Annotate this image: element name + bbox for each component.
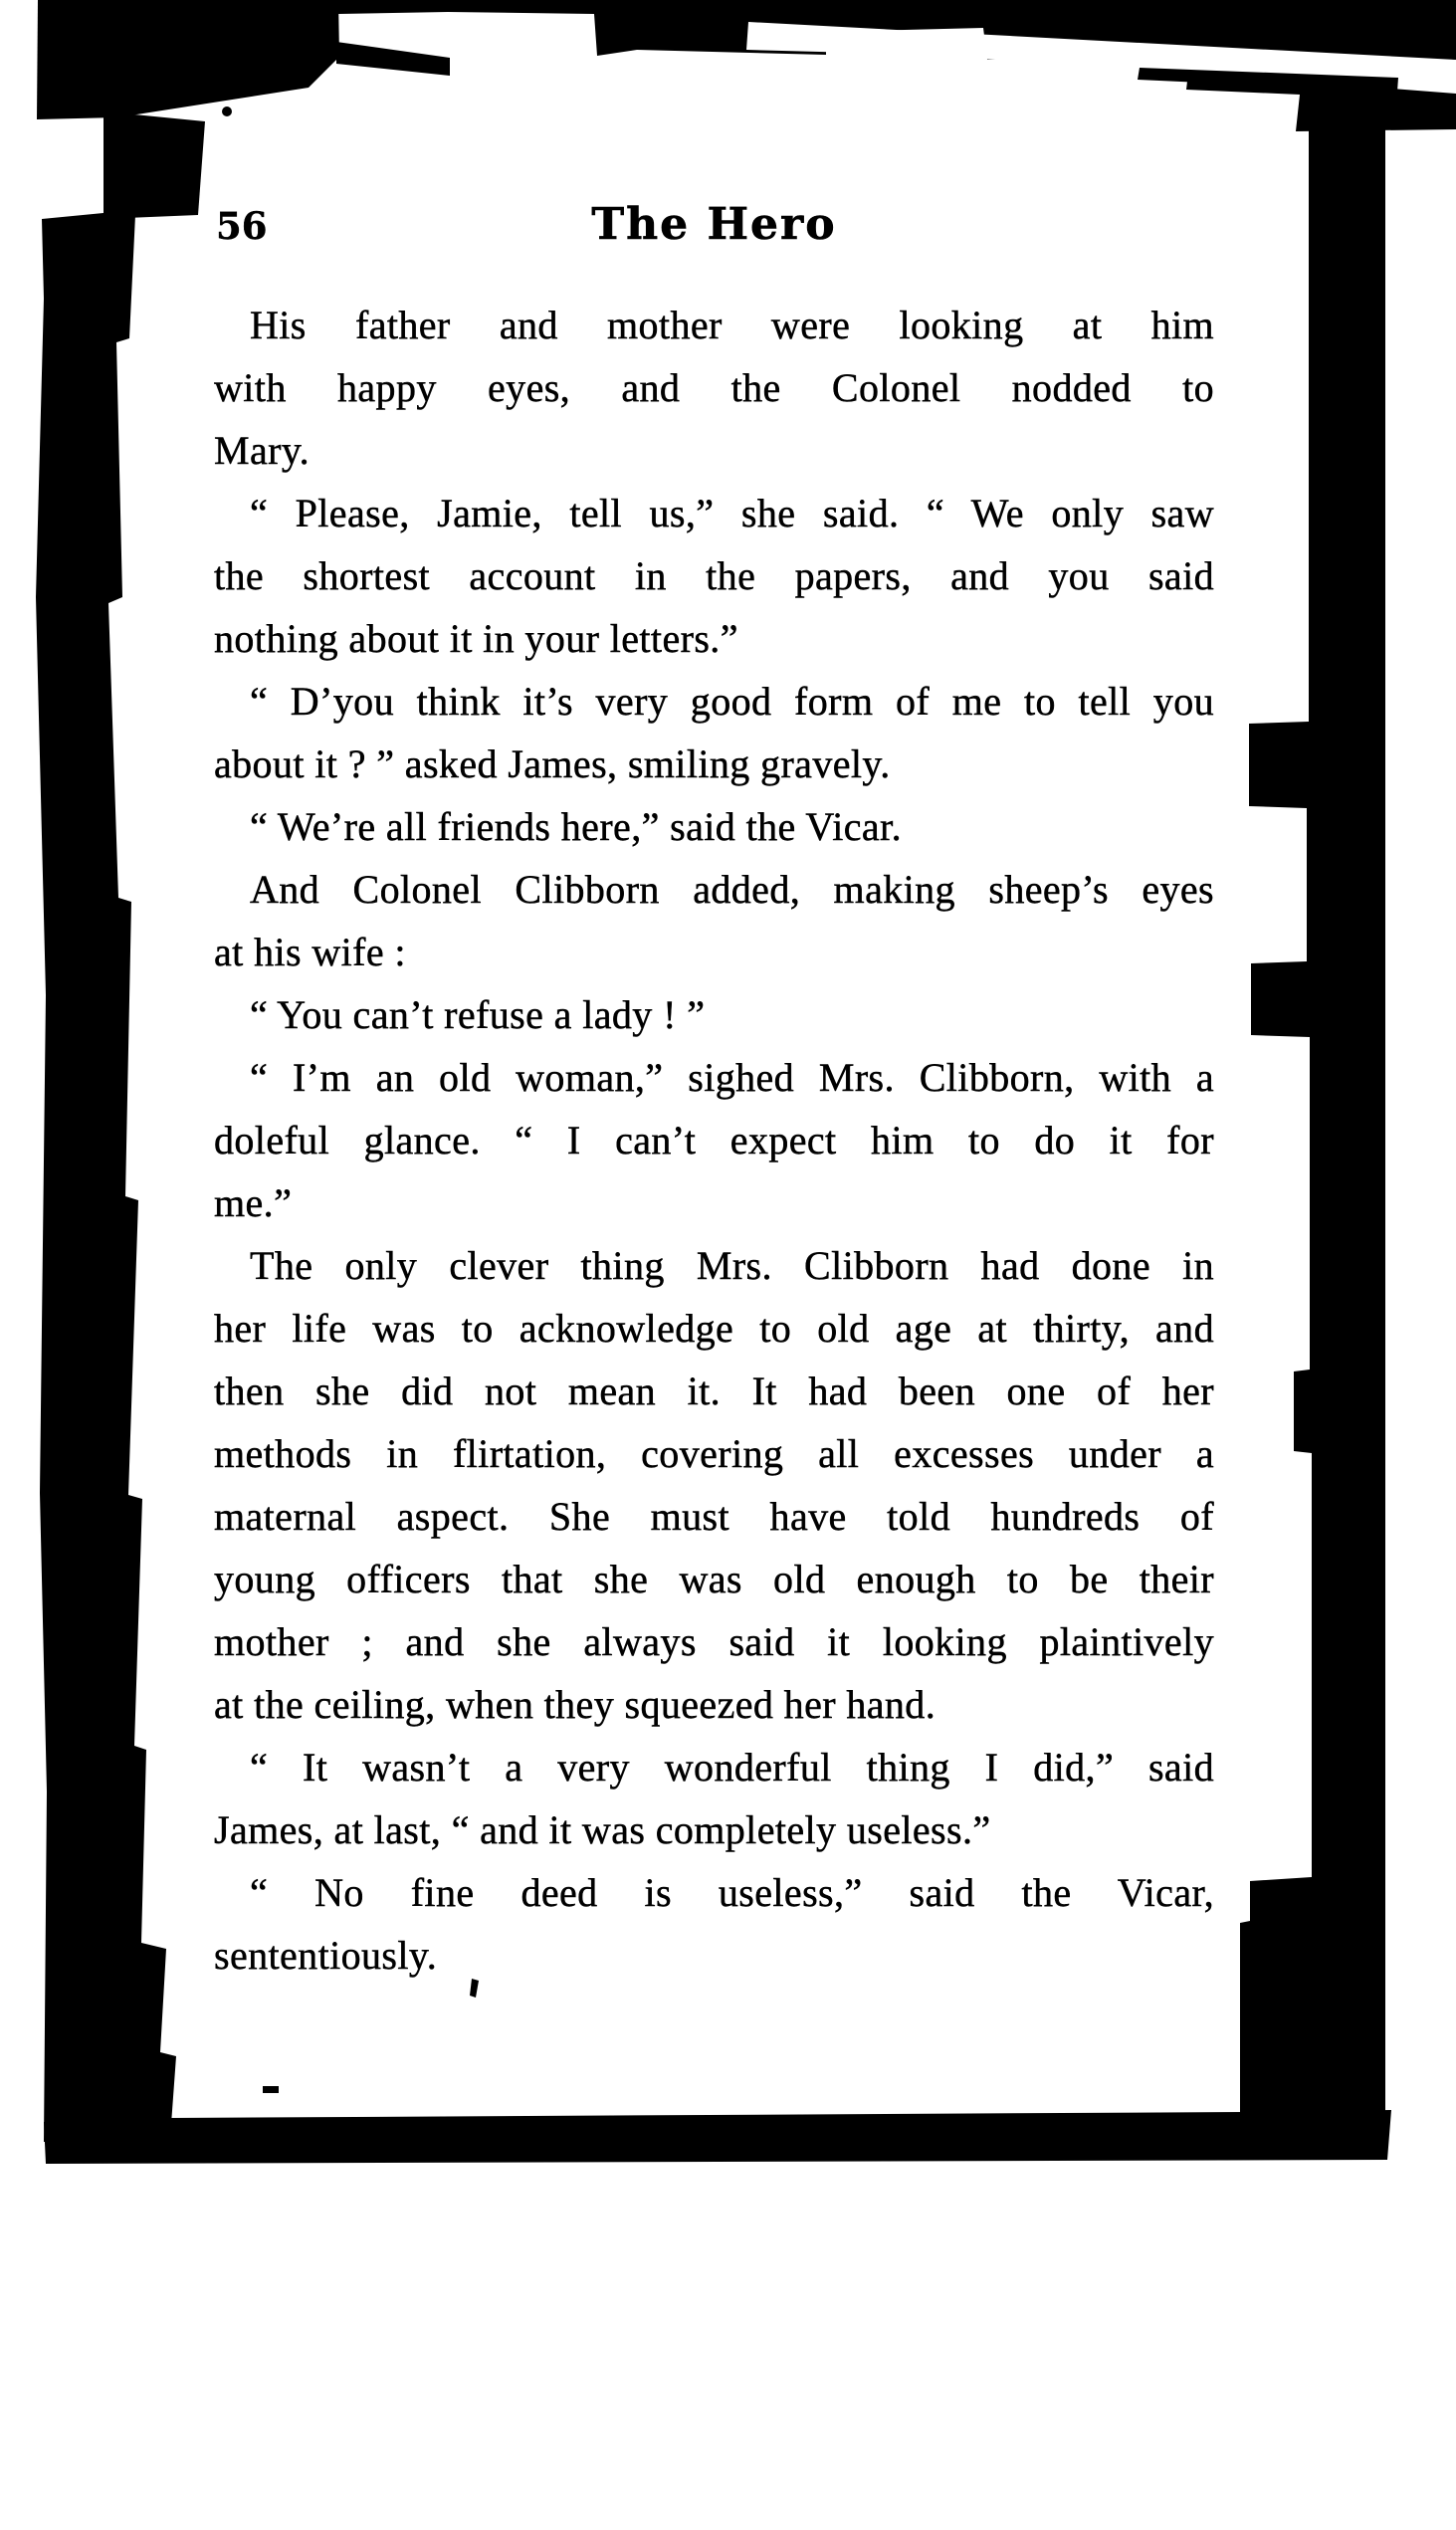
text-line: “ I’m an old woman,” sighed Mrs. Clibborn, with a [250, 1055, 1214, 1100]
text-line: “ It wasn’t a very wonderful thing I did,” said [250, 1745, 1214, 1790]
text-line: “ D’you think it’s very good form of me to tell you [250, 679, 1214, 724]
text-line: “ No fine deed is useless,” said the Vicar, [250, 1870, 1214, 1915]
text-line: “ Please, Jamie, tell us,” she said. “ We only saw [250, 491, 1214, 535]
text-line: young officers that she was old enough to be their [214, 1557, 1214, 1601]
scan-white-swath [746, 22, 1456, 94]
scan-border-right-column [1240, 127, 1385, 2116]
text-line: sententiously. [214, 1933, 438, 1978]
scan-border-top-left [37, 0, 339, 119]
text-line: then she did not mean it. It had been one of her [214, 1369, 1214, 1413]
text-line: Mary. [214, 428, 311, 473]
text-line: with happy eyes, and the Colonel nodded to [214, 365, 1214, 410]
text-line: the shortest account in the papers, and you said [214, 553, 1214, 598]
scan-speck-dash [263, 2086, 279, 2093]
text-line: maternal aspect. She must have told hundreds of [214, 1494, 1214, 1539]
text-line: His father and mother were looking at him [250, 303, 1214, 347]
scan-corner-tick [1421, 12, 1456, 60]
scan-border-left-blob [104, 111, 205, 219]
scan-streak [1138, 68, 1398, 92]
text-line: James, at last, “ and it was completely useless.” [214, 1807, 991, 1852]
text-line: And Colonel Clibborn added, making sheep’s eyes [250, 867, 1214, 912]
text-line: The only clever thing Mrs. Clibborn had done in [250, 1243, 1214, 1288]
body-text [214, 294, 1214, 1987]
scan-border-left-column [36, 213, 176, 2142]
running-title: The Hero [591, 199, 837, 250]
page-number: 56 [216, 204, 268, 248]
text-line: mother ; and she always said it looking plaintively [214, 1619, 1214, 1664]
scan-border-bottom [44, 2110, 1391, 2164]
scan-border-arm [336, 42, 450, 76]
scan-speck-dot [222, 106, 232, 116]
text-line: “ You can’t refuse a lady ! ” [250, 992, 706, 1037]
scan-border-top-middle [448, 0, 826, 56]
text-line: doleful glance. “ I can’t expect him to do it for [214, 1118, 1214, 1162]
text-line: at his wife : [214, 930, 406, 974]
text-line: nothing about it in your letters.” [214, 616, 738, 661]
text-line: “ We’re all friends here,” said the Vicar. [250, 804, 902, 849]
text-line: me.” [214, 1180, 293, 1225]
text-line: about it ? ” asked James, smiling gravely. [214, 741, 891, 786]
scan-border-top-gap-strip [338, 0, 448, 14]
text-line: methods in flirtation, covering all excesses under a [214, 1431, 1214, 1476]
scan-border-top-right [826, 0, 1456, 131]
text-line: her life was to acknowledge to old age at thirty, and [214, 1306, 1214, 1351]
text-line: at the ceiling, when they squeezed her hand. [214, 1682, 936, 1727]
